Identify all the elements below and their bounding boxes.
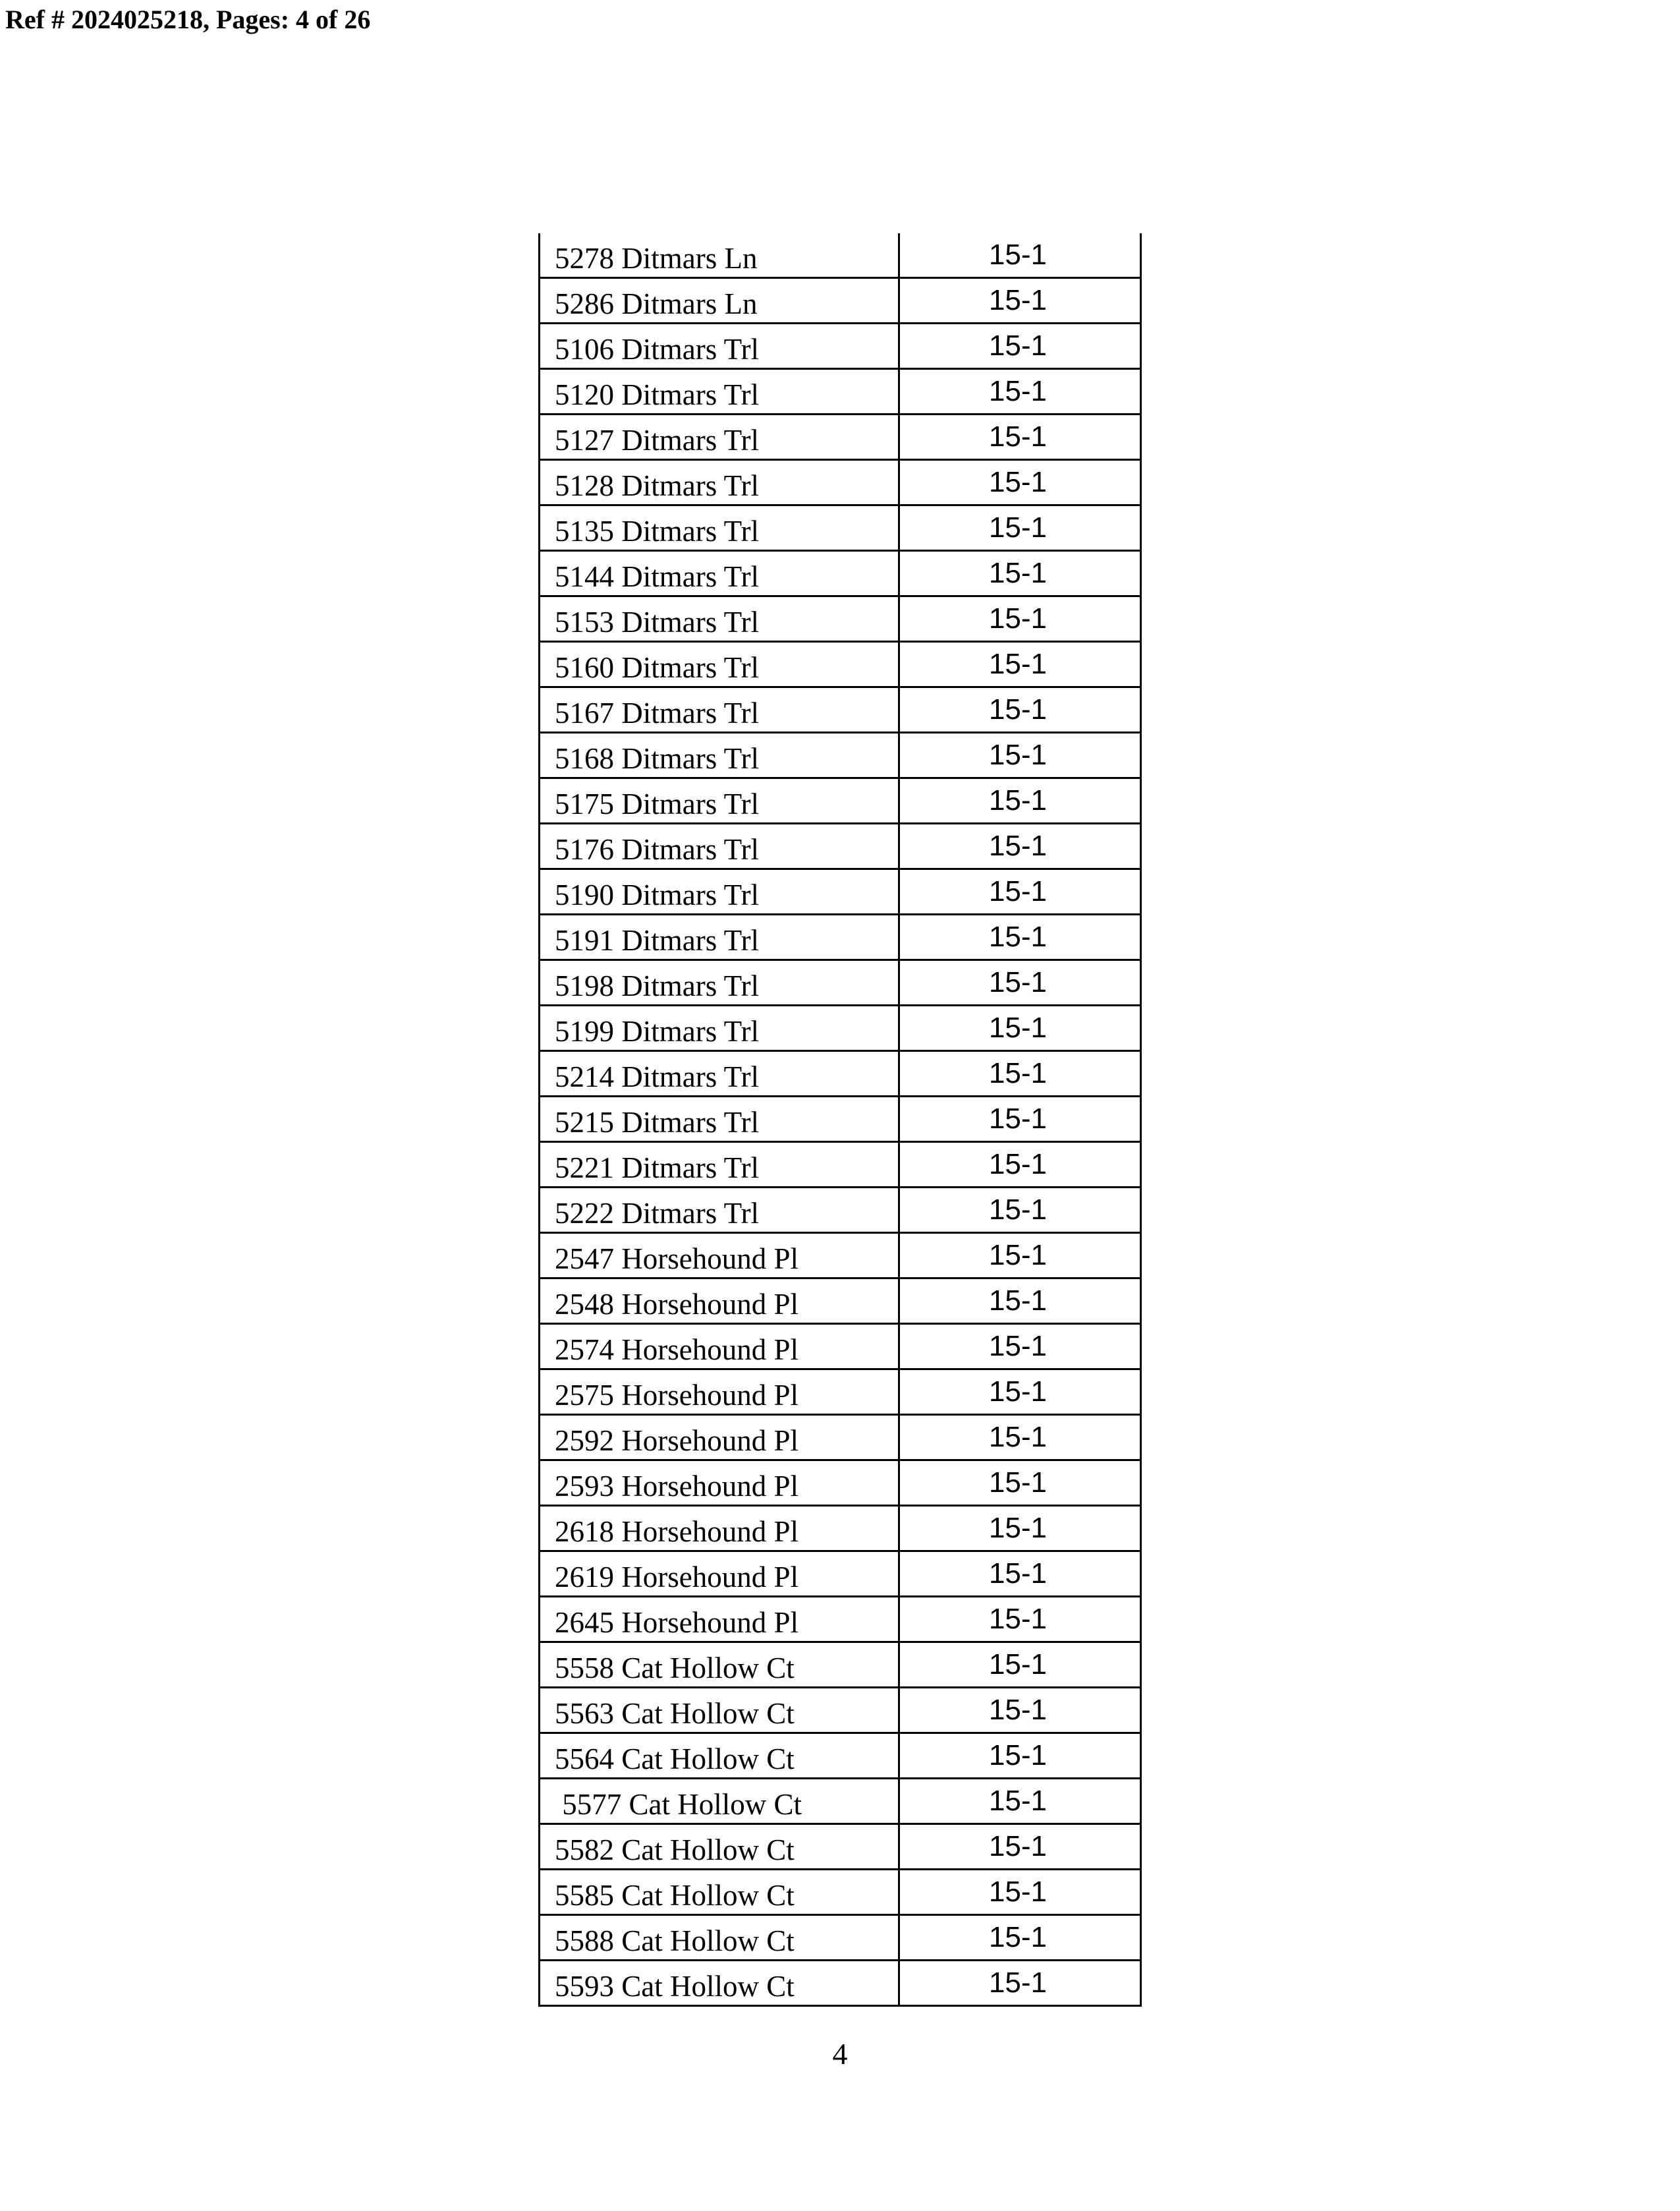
address-cell: 2574 Horsehound Pl — [540, 1325, 900, 1368]
code-cell: 15-1 — [988, 466, 1048, 498]
code-cell: 15-1 — [988, 1466, 1048, 1499]
code-cell: 15-1 — [988, 1284, 1048, 1317]
address-cell: 5199 Ditmars Trl — [540, 1006, 900, 1050]
address-cell: 2575 Horsehound Pl — [540, 1370, 900, 1414]
address-cell: 5106 Ditmars Trl — [540, 324, 900, 368]
code-cell: 15-1 — [988, 1375, 1048, 1408]
address-cell: 5564 Cat Hollow Ct — [540, 1734, 900, 1777]
address-cell: 2593 Horsehound Pl — [540, 1461, 900, 1505]
table-row — [540, 1323, 1140, 1368]
code-cell: 15-1 — [988, 1239, 1048, 1271]
table-row — [540, 413, 1140, 459]
code-cell: 15-1 — [988, 648, 1048, 680]
table-row — [540, 504, 1140, 550]
code-cell: 15-1 — [988, 966, 1048, 998]
code-cell: 15-1 — [988, 830, 1048, 862]
code-cell: 15-1 — [988, 1921, 1048, 1953]
address-cell: 5582 Cat Hollow Ct — [540, 1825, 900, 1868]
table-row — [540, 1414, 1140, 1459]
address-cell: 5127 Ditmars Trl — [540, 415, 900, 459]
table-row — [540, 459, 1140, 504]
code-cell: 15-1 — [988, 1557, 1048, 1590]
address-cell: 5588 Cat Hollow Ct — [540, 1916, 900, 1959]
table-row — [540, 1459, 1140, 1505]
address-cell: 5577 Cat Hollow Ct — [540, 1779, 900, 1823]
code-cell: 15-1 — [988, 511, 1048, 544]
address-cell: 5135 Ditmars Trl — [540, 506, 900, 550]
code-cell: 15-1 — [988, 1785, 1048, 1817]
table-row — [540, 322, 1140, 368]
code-cell: 15-1 — [988, 1012, 1048, 1044]
table-row — [540, 1004, 1140, 1050]
table-row — [540, 913, 1140, 959]
table-row — [540, 1232, 1140, 1277]
code-cell: 15-1 — [988, 1103, 1048, 1135]
address-cell: 5190 Ditmars Trl — [540, 870, 900, 913]
code-cell: 15-1 — [988, 375, 1048, 407]
page-number: 4 — [832, 2037, 848, 2071]
code-cell: 15-1 — [988, 602, 1048, 635]
address-cell: 5222 Ditmars Trl — [540, 1188, 900, 1232]
address-cell: 5214 Ditmars Trl — [540, 1052, 900, 1095]
address-cell: 5563 Cat Hollow Ct — [540, 1688, 900, 1732]
code-cell: 15-1 — [988, 1057, 1048, 1089]
table-row — [540, 1050, 1140, 1095]
table-row — [540, 1141, 1140, 1186]
table-row — [540, 1095, 1140, 1141]
address-cell: 5176 Ditmars Trl — [540, 824, 900, 868]
table-row — [540, 550, 1140, 595]
code-cell: 15-1 — [988, 284, 1048, 316]
code-cell: 15-1 — [988, 1694, 1048, 1726]
address-table — [538, 233, 1142, 2007]
code-cell: 15-1 — [988, 1648, 1048, 1680]
table-row — [540, 277, 1140, 322]
address-cell: 5153 Ditmars Trl — [540, 597, 900, 641]
address-cell: 5593 Cat Hollow Ct — [540, 1961, 900, 2005]
table-row — [540, 1732, 1140, 1777]
table-row — [540, 1368, 1140, 1414]
code-cell: 15-1 — [988, 1193, 1048, 1226]
code-cell: 15-1 — [988, 1603, 1048, 1635]
table-row — [540, 1914, 1140, 1959]
code-cell: 15-1 — [988, 1830, 1048, 1862]
table-row — [540, 777, 1140, 822]
code-cell: 15-1 — [988, 1330, 1048, 1362]
code-cell: 15-1 — [988, 420, 1048, 453]
address-cell: 5175 Ditmars Trl — [540, 779, 900, 822]
address-cell: 5221 Ditmars Trl — [540, 1143, 900, 1186]
address-cell: 5167 Ditmars Trl — [540, 688, 900, 732]
code-cell: 15-1 — [988, 784, 1048, 817]
address-cell: 2618 Horsehound Pl — [540, 1507, 900, 1550]
address-cell: 2547 Horsehound Pl — [540, 1234, 900, 1277]
code-cell: 15-1 — [988, 557, 1048, 589]
code-cell: 15-1 — [988, 1739, 1048, 1771]
table-row — [540, 959, 1140, 1004]
code-cell: 15-1 — [988, 739, 1048, 771]
table-row — [540, 1595, 1140, 1641]
address-cell: 5585 Cat Hollow Ct — [540, 1870, 900, 1914]
address-cell: 2592 Horsehound Pl — [540, 1416, 900, 1459]
table-row — [540, 1186, 1140, 1232]
address-cell: 5144 Ditmars Trl — [540, 552, 900, 595]
table-row — [540, 1959, 1140, 2005]
code-cell: 15-1 — [988, 921, 1048, 953]
address-cell: 5286 Ditmars Ln — [540, 279, 900, 322]
address-cell: 5168 Ditmars Trl — [540, 733, 900, 777]
address-cell: 5160 Ditmars Trl — [540, 643, 900, 686]
table-row — [540, 1823, 1140, 1868]
address-cell: 5198 Ditmars Trl — [540, 961, 900, 1004]
address-cell: 2548 Horsehound Pl — [540, 1279, 900, 1323]
table-row — [540, 1641, 1140, 1686]
address-cell: 5128 Ditmars Trl — [540, 461, 900, 504]
table-row — [540, 868, 1140, 913]
code-cell: 15-1 — [988, 1512, 1048, 1544]
table-row — [540, 233, 1140, 277]
table-row — [540, 1777, 1140, 1823]
table-row — [540, 595, 1140, 641]
address-cell: 5215 Ditmars Trl — [540, 1097, 900, 1141]
table-row — [540, 1550, 1140, 1595]
code-cell: 15-1 — [988, 1421, 1048, 1453]
table-row — [540, 732, 1140, 777]
code-cell: 15-1 — [988, 1967, 1048, 1999]
code-cell: 15-1 — [988, 875, 1048, 907]
address-cell: 2645 Horsehound Pl — [540, 1597, 900, 1641]
table-row — [540, 822, 1140, 868]
code-cell: 15-1 — [988, 693, 1048, 726]
address-cell: 2619 Horsehound Pl — [540, 1552, 900, 1595]
address-cell: 5191 Ditmars Trl — [540, 915, 900, 959]
table-row — [540, 1686, 1140, 1732]
address-cell: 5120 Ditmars Trl — [540, 370, 900, 413]
table-row — [540, 1868, 1140, 1914]
table-row — [540, 641, 1140, 686]
code-cell: 15-1 — [988, 330, 1048, 362]
table-row — [540, 686, 1140, 732]
address-cell: 5558 Cat Hollow Ct — [540, 1643, 900, 1686]
table-row — [540, 1277, 1140, 1323]
document-reference-header: Ref # 2024025218, Pages: 4 of 26 — [5, 5, 371, 34]
code-cell: 15-1 — [988, 1876, 1048, 1908]
table-row — [540, 1505, 1140, 1550]
address-cell: 5278 Ditmars Ln — [540, 233, 900, 277]
table-row — [540, 368, 1140, 413]
code-cell: 15-1 — [988, 239, 1048, 271]
code-cell: 15-1 — [988, 1148, 1048, 1180]
